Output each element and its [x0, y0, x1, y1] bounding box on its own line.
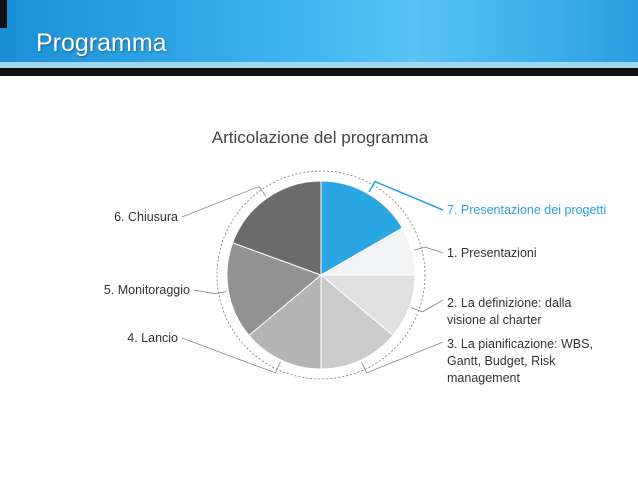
chart-title: Articolazione del programma	[211, 128, 429, 147]
slice-label: 6. Chiusura	[114, 210, 178, 224]
slice-label: 2. La definizione: dalla visione al charter	[447, 296, 572, 327]
slice-label: 5. Monitoraggio	[103, 283, 190, 297]
slice-label: 3. La pianificazione: WBS, Gantt, Budget, Risk management	[447, 337, 593, 385]
leader-line	[411, 300, 443, 312]
slice-label: 1. Presentazioni	[447, 246, 537, 260]
slice-label: 4. Lancio	[127, 331, 178, 345]
leader-line	[414, 247, 443, 253]
slide-title: Programma	[36, 29, 167, 57]
leader-line	[194, 290, 227, 294]
slice-label: 7. Presentazione dei progetti	[447, 203, 607, 217]
